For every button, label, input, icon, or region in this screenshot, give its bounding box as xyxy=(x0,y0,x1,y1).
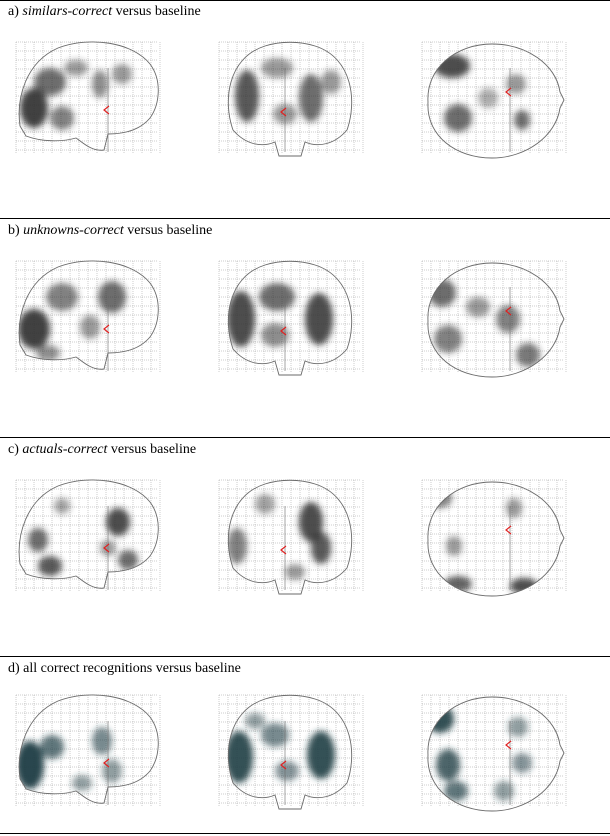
activation-blob xyxy=(305,293,333,345)
activation-blob xyxy=(478,88,498,108)
panel-c-sagittal-glassbrain xyxy=(12,476,162,604)
activation-blob xyxy=(512,753,532,773)
activation-blob xyxy=(38,556,62,576)
panel-c xyxy=(0,438,610,656)
activation-blob xyxy=(46,283,78,311)
activation-blob xyxy=(112,64,132,84)
axial-glassbrain-svg xyxy=(418,691,568,819)
panel-a xyxy=(0,0,610,218)
activation-blob xyxy=(466,297,490,317)
activation-blobs xyxy=(434,54,530,132)
panel-c-caption xyxy=(8,442,196,458)
panel-b-axial-glassbrain xyxy=(418,257,568,385)
panel-d-suffix: all correct recognitions versus baseline xyxy=(23,661,241,676)
activation-blobs xyxy=(28,498,138,576)
activation-blob xyxy=(225,731,253,783)
activation-blob xyxy=(321,70,341,94)
panel-a-sagittal-glassbrain xyxy=(12,38,162,166)
panel-d-caption xyxy=(8,661,241,677)
panel-a-coronal-glassbrain xyxy=(215,38,365,166)
activation-blob xyxy=(299,74,323,122)
bottom-rule xyxy=(0,833,610,834)
axial-glassbrain-svg xyxy=(418,38,568,166)
activation-blob xyxy=(275,761,299,781)
panel-a-caption xyxy=(8,4,201,20)
coronal-glassbrain-svg xyxy=(215,257,365,385)
panel-a-axial-glassbrain xyxy=(418,38,568,166)
sagittal-glassbrain-svg xyxy=(12,38,162,166)
activation-blob xyxy=(444,104,472,132)
activation-blob xyxy=(92,727,112,755)
activation-blob xyxy=(444,576,472,592)
activation-blob xyxy=(54,498,70,514)
activation-blob xyxy=(40,735,64,759)
axial-glassbrain-svg xyxy=(418,476,568,604)
panel-d-coronal-glassbrain xyxy=(215,691,365,819)
activation-blob xyxy=(311,532,331,564)
coronal-glassbrain-svg xyxy=(215,476,365,604)
activation-blob xyxy=(92,70,108,98)
activation-blob xyxy=(28,528,48,552)
panel-c-coronal-glassbrain xyxy=(215,476,365,604)
activation-blob xyxy=(285,564,305,580)
axial-glassbrain-svg xyxy=(418,257,568,385)
panel-c-term: actuals-correct xyxy=(22,442,108,457)
panel-c-axial-glassbrain xyxy=(418,476,568,604)
panel-a-label: a) xyxy=(8,4,19,19)
panel-b-term: unknowns-correct xyxy=(23,223,124,238)
activation-blobs xyxy=(225,713,335,783)
panel-b-suffix: versus baseline xyxy=(127,223,213,238)
activation-blob xyxy=(307,731,335,779)
activation-blob xyxy=(446,536,462,556)
activation-blob xyxy=(494,781,514,801)
activation-blob xyxy=(506,498,522,518)
sagittal-glassbrain-svg xyxy=(12,257,162,385)
panel-a-term: similars-correct xyxy=(22,4,113,19)
activation-blobs xyxy=(428,279,540,367)
activation-blob xyxy=(261,58,293,78)
activation-blob xyxy=(508,717,528,737)
panel-b xyxy=(0,219,610,437)
panel-c-suffix: versus baseline xyxy=(110,442,197,457)
panel-b-coronal-glassbrain xyxy=(215,257,365,385)
panel-d-axial-glassbrain xyxy=(418,691,568,819)
panel-b-caption xyxy=(8,223,212,239)
activation-blob xyxy=(106,508,130,536)
activation-blob xyxy=(20,88,48,128)
sagittal-glassbrain-svg xyxy=(12,476,162,604)
activation-blob xyxy=(259,283,295,311)
activation-blob xyxy=(72,775,92,791)
activation-blob xyxy=(64,60,88,76)
activation-blob xyxy=(18,309,50,349)
activation-blob xyxy=(444,781,468,801)
coronal-glassbrain-svg xyxy=(215,691,365,819)
activation-blob xyxy=(235,70,259,122)
panel-b-label: b) xyxy=(8,223,20,238)
activation-blob xyxy=(514,110,530,130)
coronal-glassbrain-svg xyxy=(215,38,365,166)
activation-blobs xyxy=(428,488,538,594)
activation-blob xyxy=(506,74,526,94)
activation-blob xyxy=(16,741,44,789)
activation-blob xyxy=(510,578,538,594)
activation-blob xyxy=(80,315,100,339)
panel-d-sagittal-glassbrain xyxy=(12,691,162,819)
panel-d-label: d) xyxy=(8,661,20,676)
activation-blob xyxy=(245,713,265,729)
activation-blob xyxy=(98,281,126,313)
activation-blobs xyxy=(426,705,532,801)
activation-blob xyxy=(255,494,275,514)
activation-blob xyxy=(436,749,460,781)
panel-a-suffix: versus baseline xyxy=(115,4,201,19)
panel-d xyxy=(0,657,610,833)
activation-blob xyxy=(50,106,74,130)
panel-b-sagittal-glassbrain xyxy=(12,257,162,385)
activation-blob xyxy=(434,325,462,353)
panel-c-label: c) xyxy=(8,442,19,457)
sagittal-glassbrain-svg xyxy=(12,691,162,819)
